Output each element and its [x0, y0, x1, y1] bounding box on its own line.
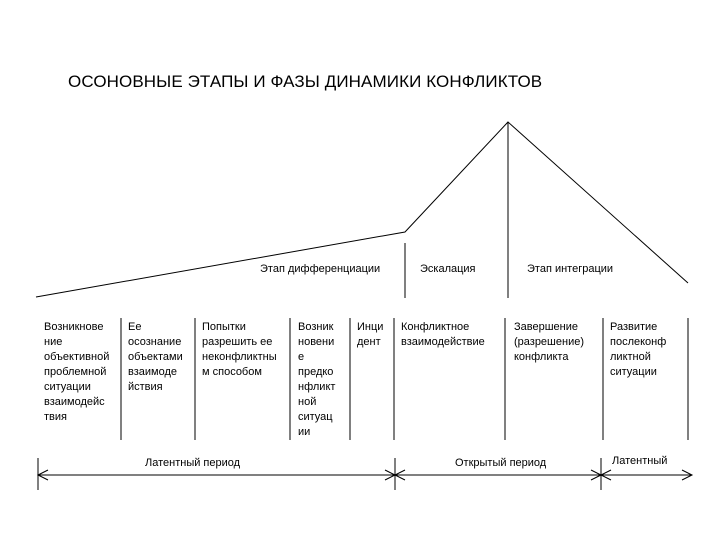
phase-cell: Ее осознание объектами взаимоде йствия: [128, 321, 183, 393]
phase-cell: Конфликтное взаимодействие: [401, 321, 485, 348]
phase-cell: Возник новени е предко нфликт ной ситуац ии: [298, 321, 336, 438]
stage-label-escalation: Эскалация: [420, 263, 476, 275]
diagram-title: ОСОНОВНЫЕ ЭТАПЫ И ФАЗЫ ДИНАМИКИ КОНФЛИКТОВ: [68, 72, 543, 91]
period-label-latent-after: Латентный: [612, 455, 668, 467]
phase-cell: Развитие послеконф ликтной ситуации: [610, 321, 667, 378]
stage-label-integration: Этап интеграции: [527, 263, 614, 275]
phase-cell: Попытки разрешить ее неконфликтны м способом: [202, 321, 277, 378]
period-label-latent: Латентный период: [145, 457, 241, 469]
phase-cell: Завершение (разрешение) конфликта: [514, 321, 584, 363]
phase-cell: Инци дент: [357, 321, 384, 348]
phase-cell: Возникнове ние объективной проблемной ситуации взаимодейс твия: [44, 321, 110, 423]
stage-label-differentiation: Этап дифференциации: [260, 263, 381, 275]
period-label-open: Открытый период: [455, 457, 547, 469]
